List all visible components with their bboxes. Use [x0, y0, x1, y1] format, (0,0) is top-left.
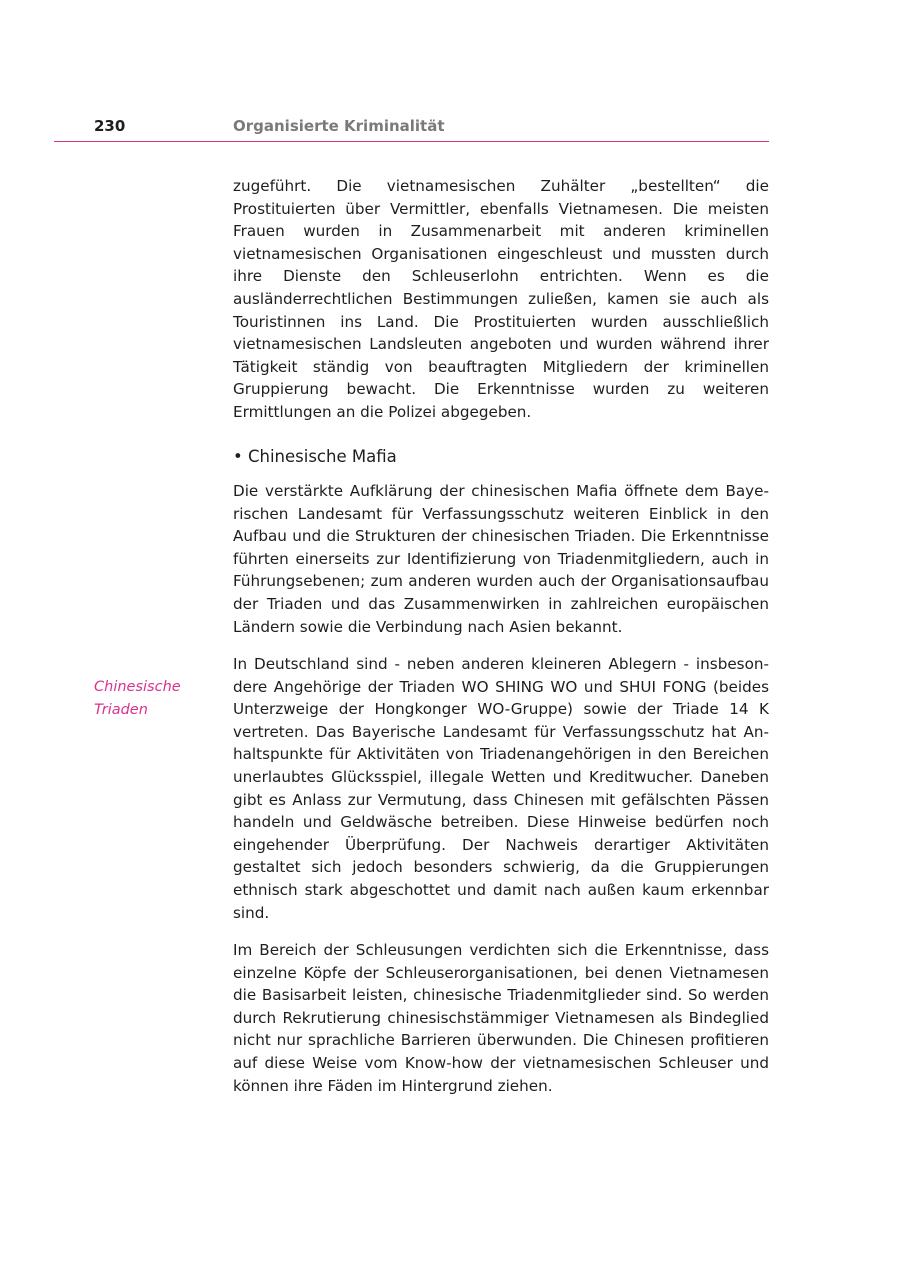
- header-rule: [54, 141, 769, 142]
- section-heading-chinesische-mafia: • Chinesische Mafia: [233, 447, 397, 466]
- margin-note-chinesische-triaden: [94, 676, 214, 722]
- body-paragraph-3: In Deutschland sind - neben anderen kleineren Ablegern - insbesondere Angehörige der Triaden WO SHING WO und SHUI FONG (beides Unterzweige der Hongkonger WO-Gruppe) sowie der Triade 14 K vertreten. Das Bayerische Landesamt für Verfassungsschutz hat Anhaltspunkte für Aktivitäten von Triadenangehörigen in den Bereichen unerlaubtes Glücksspiel, illegale Wetten und Kreditwucher. Daneben gibt es Anlass zur Vermutung, dass Chinesen mit gefälschten Pässen handeln und Geldwäsche betreiben. Diese Hinweise bedürfen noch eingehender Überprüfung. Der Nachweis derartiger Aktivitäten gestaltet sich jedoch besonders schwierig, da die Gruppierungen ethnisch stark abgeschottet und damit nach außen kaum erkennbar sind.: [233, 655, 769, 922]
- margin-note-line-1: Chinesische: [94, 679, 181, 695]
- body-paragraph-2: Die verstärkte Aufklärung der chinesischen Mafia öffnete dem Bayerischen Landesamt für Verfassungsschutz weiteren Einblick in den Aufbau und die Strukturen der chinesischen Triaden. Die Erkenntnisse führten einerseits zur Identifizierung von Triadenmitgliedern, auch in Führungsebenen; zum anderen wurden auch der Organisationsaufbau der Triaden und das Zusammenwirken in zahlreichen europäischen Ländern sowie die Verbindung nach Asien bekannt.: [233, 482, 769, 636]
- body-paragraph-1: zugeführt. Die vietnamesischen Zuhälter „bestellten“ die Prostituierten über Vermittler, ebenfalls Vietnamesen. Die meisten Frauen wurden in Zusammenarbeit mit anderen kriminellen vietnamesischen Organisationen eingeschleust und mussten durch ihre Dienste den Schleuserlohn entrichten. Wenn es die ausländerrechtlichen Bestimmungen zuließen, kamen sie auch als Touristinnen ins Land. Die Prostituierten wurden ausschließlich vietnamesischen Landsleuten angeboten und wurden während ihrer Tätigkeit ständig von beauftragten Mitgliedern der kriminellen Gruppierung bewacht. Die Erkenntnisse wurden zu weiteren Ermittlungen an die Polizei abgegeben.: [233, 177, 769, 421]
- running-title: Organisierte Kriminalität: [233, 117, 445, 135]
- margin-note-line-2: Triaden: [94, 702, 148, 718]
- body-paragraph-4: Im Bereich der Schleusungen verdichten sich die Erkenntnisse, dass einzelne Köpfe der Schleuserorganisationen, bei denen Vietnamesen die Basisarbeit leisten, chinesische Triadenmitglieder sind. So werden durch Rekrutierung chinesischstämmiger Vietnamesen als Bindeglied nicht nur sprachliche Barrieren überwunden. Die Chinesen profitieren auf diese Weise vom Know-how der vietnamesischen Schleuser und können ihre Fäden im Hintergrund ziehen.: [233, 941, 769, 1095]
- page-number: 230: [94, 117, 126, 135]
